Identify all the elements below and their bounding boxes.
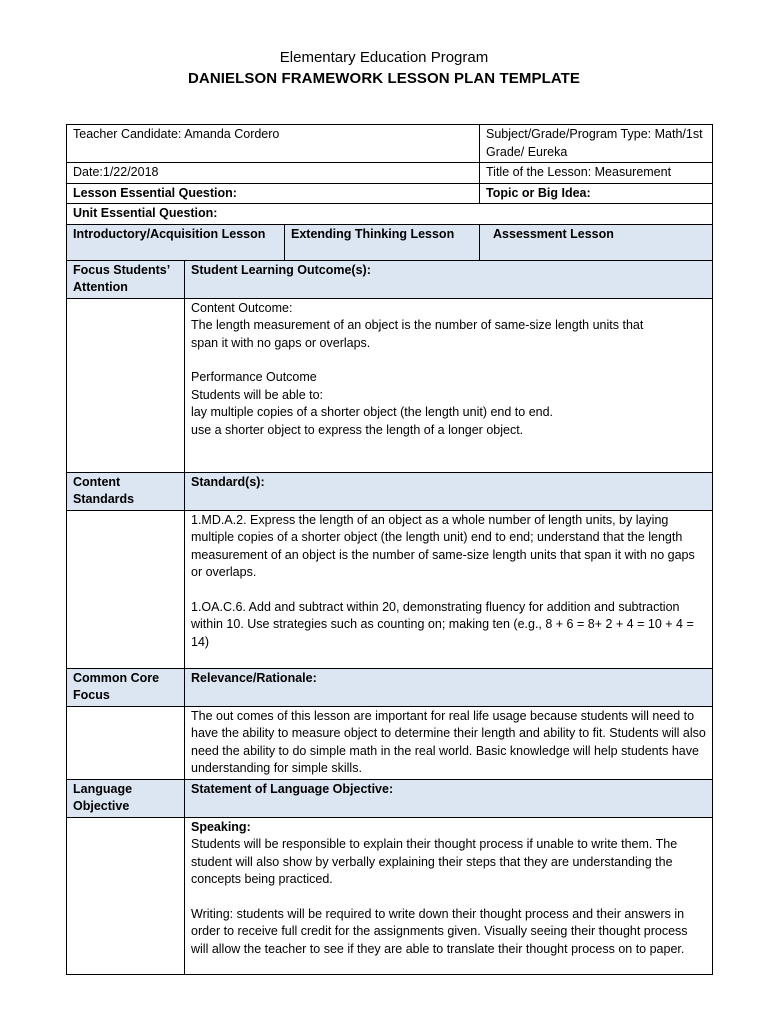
standards-header-row	[67, 472, 713, 510]
focus-header-row	[67, 260, 713, 298]
language-objective-header: Statement of Language Objective:	[185, 779, 713, 817]
introductory-lesson: Introductory/Acquisition Lesson	[67, 224, 285, 260]
relevance-text: The out comes of this lesson are important for real life usage because students will need to have the ability to measure object to determine their length and ability to fit. Students will also need the ability to do simple math in the real world. Basic knowledge will help students have understanding for simple skills.	[185, 706, 713, 779]
focus-empty-cell	[67, 298, 185, 472]
language-header-row	[67, 779, 713, 817]
lesson-title: Title of the Lesson: Measurement	[480, 163, 713, 184]
focus-body-row	[67, 298, 713, 472]
info-row-1	[67, 125, 713, 163]
language-empty-cell	[67, 817, 185, 974]
language-body	[185, 817, 713, 974]
assessment-lesson: Assessment Lesson	[480, 224, 713, 260]
lesson-date: Date:1/22/2018	[67, 163, 480, 184]
content-outcome-text: The length measurement of an object is the number of same-size length units that span it with no gaps or overlaps.	[191, 318, 644, 350]
lesson-essential-question: Lesson Essential Question:	[67, 183, 480, 204]
subject-grade: Subject/Grade/Program Type: Math/1st Grade/ Eureka	[480, 125, 713, 163]
writing-text: Writing: students will be required to write down their thought process and their answers in order to receive full credit for the assignments given. Visually seeing their thought process will allow the teacher to see if they are able to translate their thought process on to paper.	[191, 906, 688, 956]
common-core-header-row	[67, 668, 713, 706]
unit-essential-question: Unit Essential Question:	[67, 204, 713, 225]
info-row-2	[67, 163, 713, 184]
teacher-candidate: Teacher Candidate: Amanda Cordero	[67, 125, 480, 163]
standards-body	[185, 510, 713, 668]
lesson-type-row	[67, 224, 713, 260]
standards-label: Content Standards	[67, 472, 185, 510]
learning-outcome-body	[185, 298, 713, 472]
standards-header: Standard(s):	[185, 472, 713, 510]
standards-empty-cell	[67, 510, 185, 668]
common-core-label: Common Core Focus	[67, 668, 185, 706]
standards-body-row	[67, 510, 713, 668]
extending-thinking-lesson: Extending Thinking Lesson	[285, 224, 480, 260]
lesson-plan-table-wrapper	[66, 124, 712, 975]
program-title: Elementary Education Program	[279, 49, 489, 66]
performance-outcome-title: Performance Outcome	[191, 370, 317, 384]
standard-md-a-2: 1.MD.A.2. Express the length of an object as a whole number of length units, by laying multiple copies of a shorter object (the length unit) end to end; understand that the length measurement of an object is the number of same-size length units that span it with no gaps or overlaps.	[191, 512, 695, 579]
speaking-title: Speaking:	[191, 819, 251, 834]
template-title: DANIELSON FRAMEWORK LESSON PLAN TEMPLATE	[187, 70, 581, 87]
relevance-header: Relevance/Rationale:	[185, 668, 713, 706]
info-row-4	[67, 204, 713, 225]
content-outcome-title: Content Outcome:	[191, 300, 293, 315]
language-body-row	[67, 817, 713, 974]
standard-oa-c-6: 1.OA.C.6. Add and subtract within 20, demonstrating fluency for addition and subtraction within 10. Use strategies such as counting on; making ten (e.g., 8 + 6 = 8+ 2 + 4 = 10 + 4 = 14)	[191, 599, 694, 649]
performance-outcome-text: Students will be able to: lay multiple copies of a shorter object (the length unit) end to end. use a shorter object to express the length of a longer object.	[191, 387, 554, 437]
lesson-plan-table	[66, 124, 713, 975]
speaking-text: Students will be responsible to explain their thought process if unable to write them. The student will also show by verbally explaining their steps that they are understanding the concepts being practiced.	[191, 837, 678, 886]
focus-label: Focus Students’ Attention	[67, 260, 185, 298]
info-row-3	[67, 183, 713, 204]
common-core-body-row	[67, 706, 713, 779]
language-label: Language Objective	[67, 779, 185, 817]
common-core-empty-cell	[67, 706, 185, 779]
learning-outcome-header: Student Learning Outcome(s):	[185, 260, 713, 298]
topic-big-idea: Topic or Big Idea:	[480, 183, 713, 204]
